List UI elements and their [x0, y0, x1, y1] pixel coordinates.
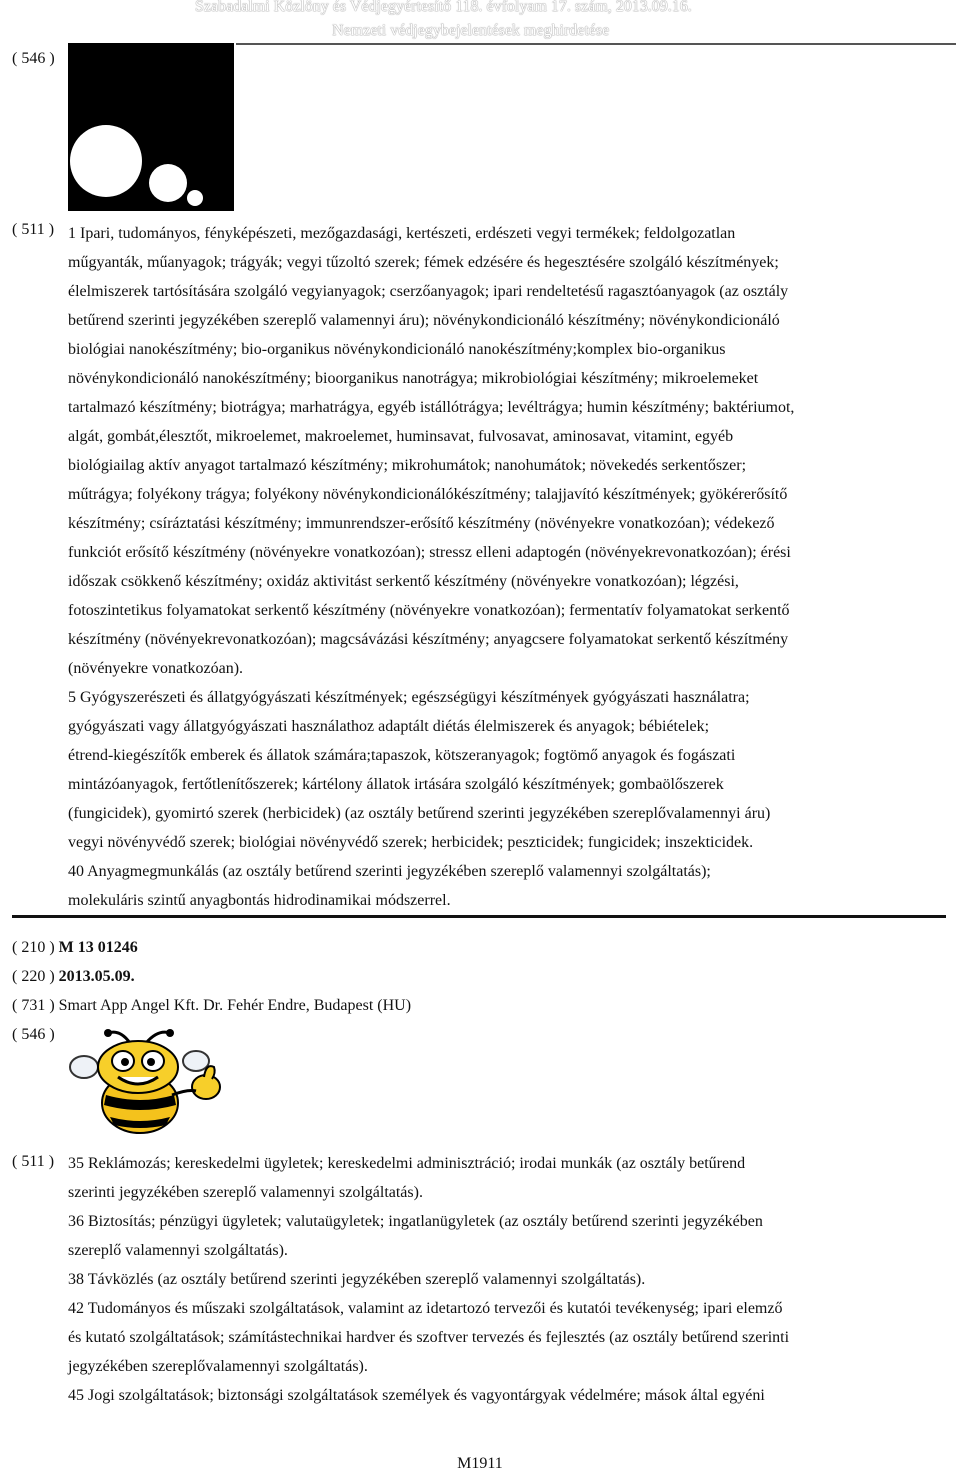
text-line: időszak csökkenő készítmény; oxidáz aktivitást serkentő készítmény (növényekre vonatkozóan); légzési,	[68, 573, 739, 590]
label-546-2: ( 546 )	[12, 1026, 55, 1043]
text-line: tartalmazó készítmény; biotrágya; marhatrágya, egyéb istállótrágya; levéltrágya; humin készítmény; baktériumot,	[68, 399, 795, 416]
bee-logo	[68, 1025, 238, 1135]
text-line: étrend-kiegészítők emberek és állatok számára;tapaszok, kötszeranyagok; fogtömő anyagok és fogászati	[68, 747, 736, 764]
page-number: M1911	[457, 1455, 503, 1472]
goods-services-list	[68, 219, 794, 915]
text-line: készítmény; csíráztatási készítmény; immunrendszer-erősítő készítmény (növényekre vonatkozóan); védekező	[68, 515, 775, 532]
text-line: fotoszintetikus folyamatokat serkentő készítmény (növényekre vonatkozóan); fermentatív folyamatokat serkentő	[68, 602, 790, 619]
label-220-text: ( 220 )	[12, 968, 55, 985]
logo-circle-small	[187, 190, 203, 206]
label-511-2: ( 511 )	[12, 1153, 55, 1170]
filing-date: 2013.05.09.	[58, 968, 135, 985]
text-line: biológiai nanokészítmény; bio-organikus növénykondicionáló nanokészítmény;komplex bio-organikus	[68, 341, 726, 358]
text-line: készítmény (növényekrevonatkozóan); magcsávázási készítmény; anyagcsere folyamatokat serkentő készítmény	[68, 631, 789, 648]
text-line: szerinti jegyzékében szereplő valamennyi szolgáltatás).	[68, 1184, 423, 1201]
journal-title: Szabadalmi Közlöny és Védjegyértesítő 118. évfolyam 17. szám, 2013.09.16.	[195, 0, 692, 15]
label-511: ( 511 )	[12, 221, 55, 238]
label-210-text: ( 210 )	[12, 939, 55, 956]
text-line: 35 Reklámozás; kereskedelmi ügyletek; kereskedelmi adminisztráció; irodai munkák (az osztály betűrend	[68, 1155, 746, 1172]
text-line: mintázóanyagok, fertőtlenítőszerek; kártélony állatok irtására szolgáló készítmények; gombaölőszerek	[68, 776, 724, 793]
text-line: gyógyászati vagy állatgyógyászati használathoz adaptált diétás élelmiszerek és anyagok; bébiételek;	[68, 718, 710, 735]
text-line: (fungicidek), gyomirtó szerek (herbicidek) (az osztály betűrend szerinti jegyzékében szereplővalamennyi áru)	[68, 805, 771, 822]
text-line: molekuláris szintű anyagbontás hidrodinamikai módszerrel.	[68, 892, 451, 909]
text-line: 45 Jogi szolgáltatások; biztonsági szolgáltatások személyek és vagyontárgyak védelmére; mások által egyéni	[68, 1387, 765, 1404]
logo-circle-large	[70, 125, 142, 197]
label-546: ( 546 )	[12, 50, 55, 67]
text-line: és kutató szolgáltatások; számítástechnikai hardver és szoftver tervezés és fejlesztés (az osztály betűrend szerinti	[68, 1329, 790, 1346]
application-number: M 13 01246	[58, 939, 138, 956]
text-line: (növényekre vonatkozóan).	[68, 660, 244, 677]
label-220	[12, 968, 135, 986]
applicant: Smart App Angel Kft. Dr. Fehér Endre, Budapest (HU)	[58, 997, 412, 1014]
text-line: 42 Tudományos és műszaki szolgáltatások, valamint az idetartozó tervezői és kutatói tevékenység; ipari elemző	[68, 1300, 783, 1317]
text-line: műtrágya; folyékony trágya; folyékony növénykondicionálókészítmény; talajjavító készítmények; gyökérerősítő	[68, 486, 788, 503]
services-list	[68, 1149, 789, 1410]
text-line: növénykondicionáló nanokészítmény; bioorganikus nanotrágya; mikrobiológiai készítmény; mikroelemeket	[68, 370, 759, 387]
page-header	[0, 0, 960, 46]
text-line: jegyzékében szereplővalamennyi szolgáltatás).	[68, 1358, 368, 1375]
text-line: biológiailag aktív anyagot tartalmazó készítmény; mikrohumátok; nanohumátok; növekedés serkentőszer;	[68, 457, 747, 474]
text-line: betűrend szerinti jegyzékében szereplő valamennyi áru); növénykondicionáló készítmény; növénykondicionáló	[68, 312, 780, 329]
text-line: funkciót erősítő készítmény (növényekre vonatkozóan); stressz elleni adaptogén (növényekrevonatkozóan); érési	[68, 544, 791, 561]
text-line: 1 Ipari, tudományos, fényképészeti, mezőgazdasági, kertészeti, erdészeti vegyi termékek; feldolgozatlan	[68, 225, 736, 242]
text-line: élelmiszerek tartósítására szolgáló vegyianyagok; cserzőanyagok; ipari rendeltetésű ragasztóanyagok (az osztály	[68, 283, 789, 300]
text-line: algát, gombát,élesztőt, mikroelemet, makroelemet, huminsavat, fulvosavat, aminosavat, vitamint, egyéb	[68, 428, 734, 445]
text-line: szereplő valamennyi szolgáltatás).	[68, 1242, 288, 1259]
section-title: Nemzeti védjegybejelentések meghirdetése	[332, 22, 610, 39]
logo-circle-medium	[149, 164, 187, 202]
text-line: 40 Anyagmegmunkálás (az osztály betűrend szerinti jegyzékében szereplő valamennyi szolgáltatás);	[68, 863, 711, 880]
text-line: műgyanták, műanyagok; trágyák; vegyi tűzoltó szerek; fémek edzésére és hegesztésére szolgáló készítmények;	[68, 254, 779, 271]
label-210	[12, 939, 138, 957]
label-731-text: ( 731 )	[12, 997, 55, 1014]
text-line: 5 Gyógyszerészeti és állatgyógyászati készítmények; egészségügyi készítmények gyógyászati használatra;	[68, 689, 750, 706]
text-line: 38 Távközlés (az osztály betűrend szerinti jegyzékében szereplő valamennyi szolgáltatás).	[68, 1271, 646, 1288]
trademark-logo-circles	[68, 43, 234, 211]
record-separator	[12, 915, 946, 918]
label-731	[12, 997, 411, 1015]
text-line: 36 Biztosítás; pénzügyi ügyletek; valutaügyletek; ingatlanügyletek (az osztály betűrend szerinti jegyzékében	[68, 1213, 763, 1230]
text-line: vegyi növényvédő szerek; biológiai növényvédő szerek; herbicidek; peszticidek; fungicidek; inszekticidek.	[68, 834, 754, 851]
header-rule	[236, 43, 956, 45]
